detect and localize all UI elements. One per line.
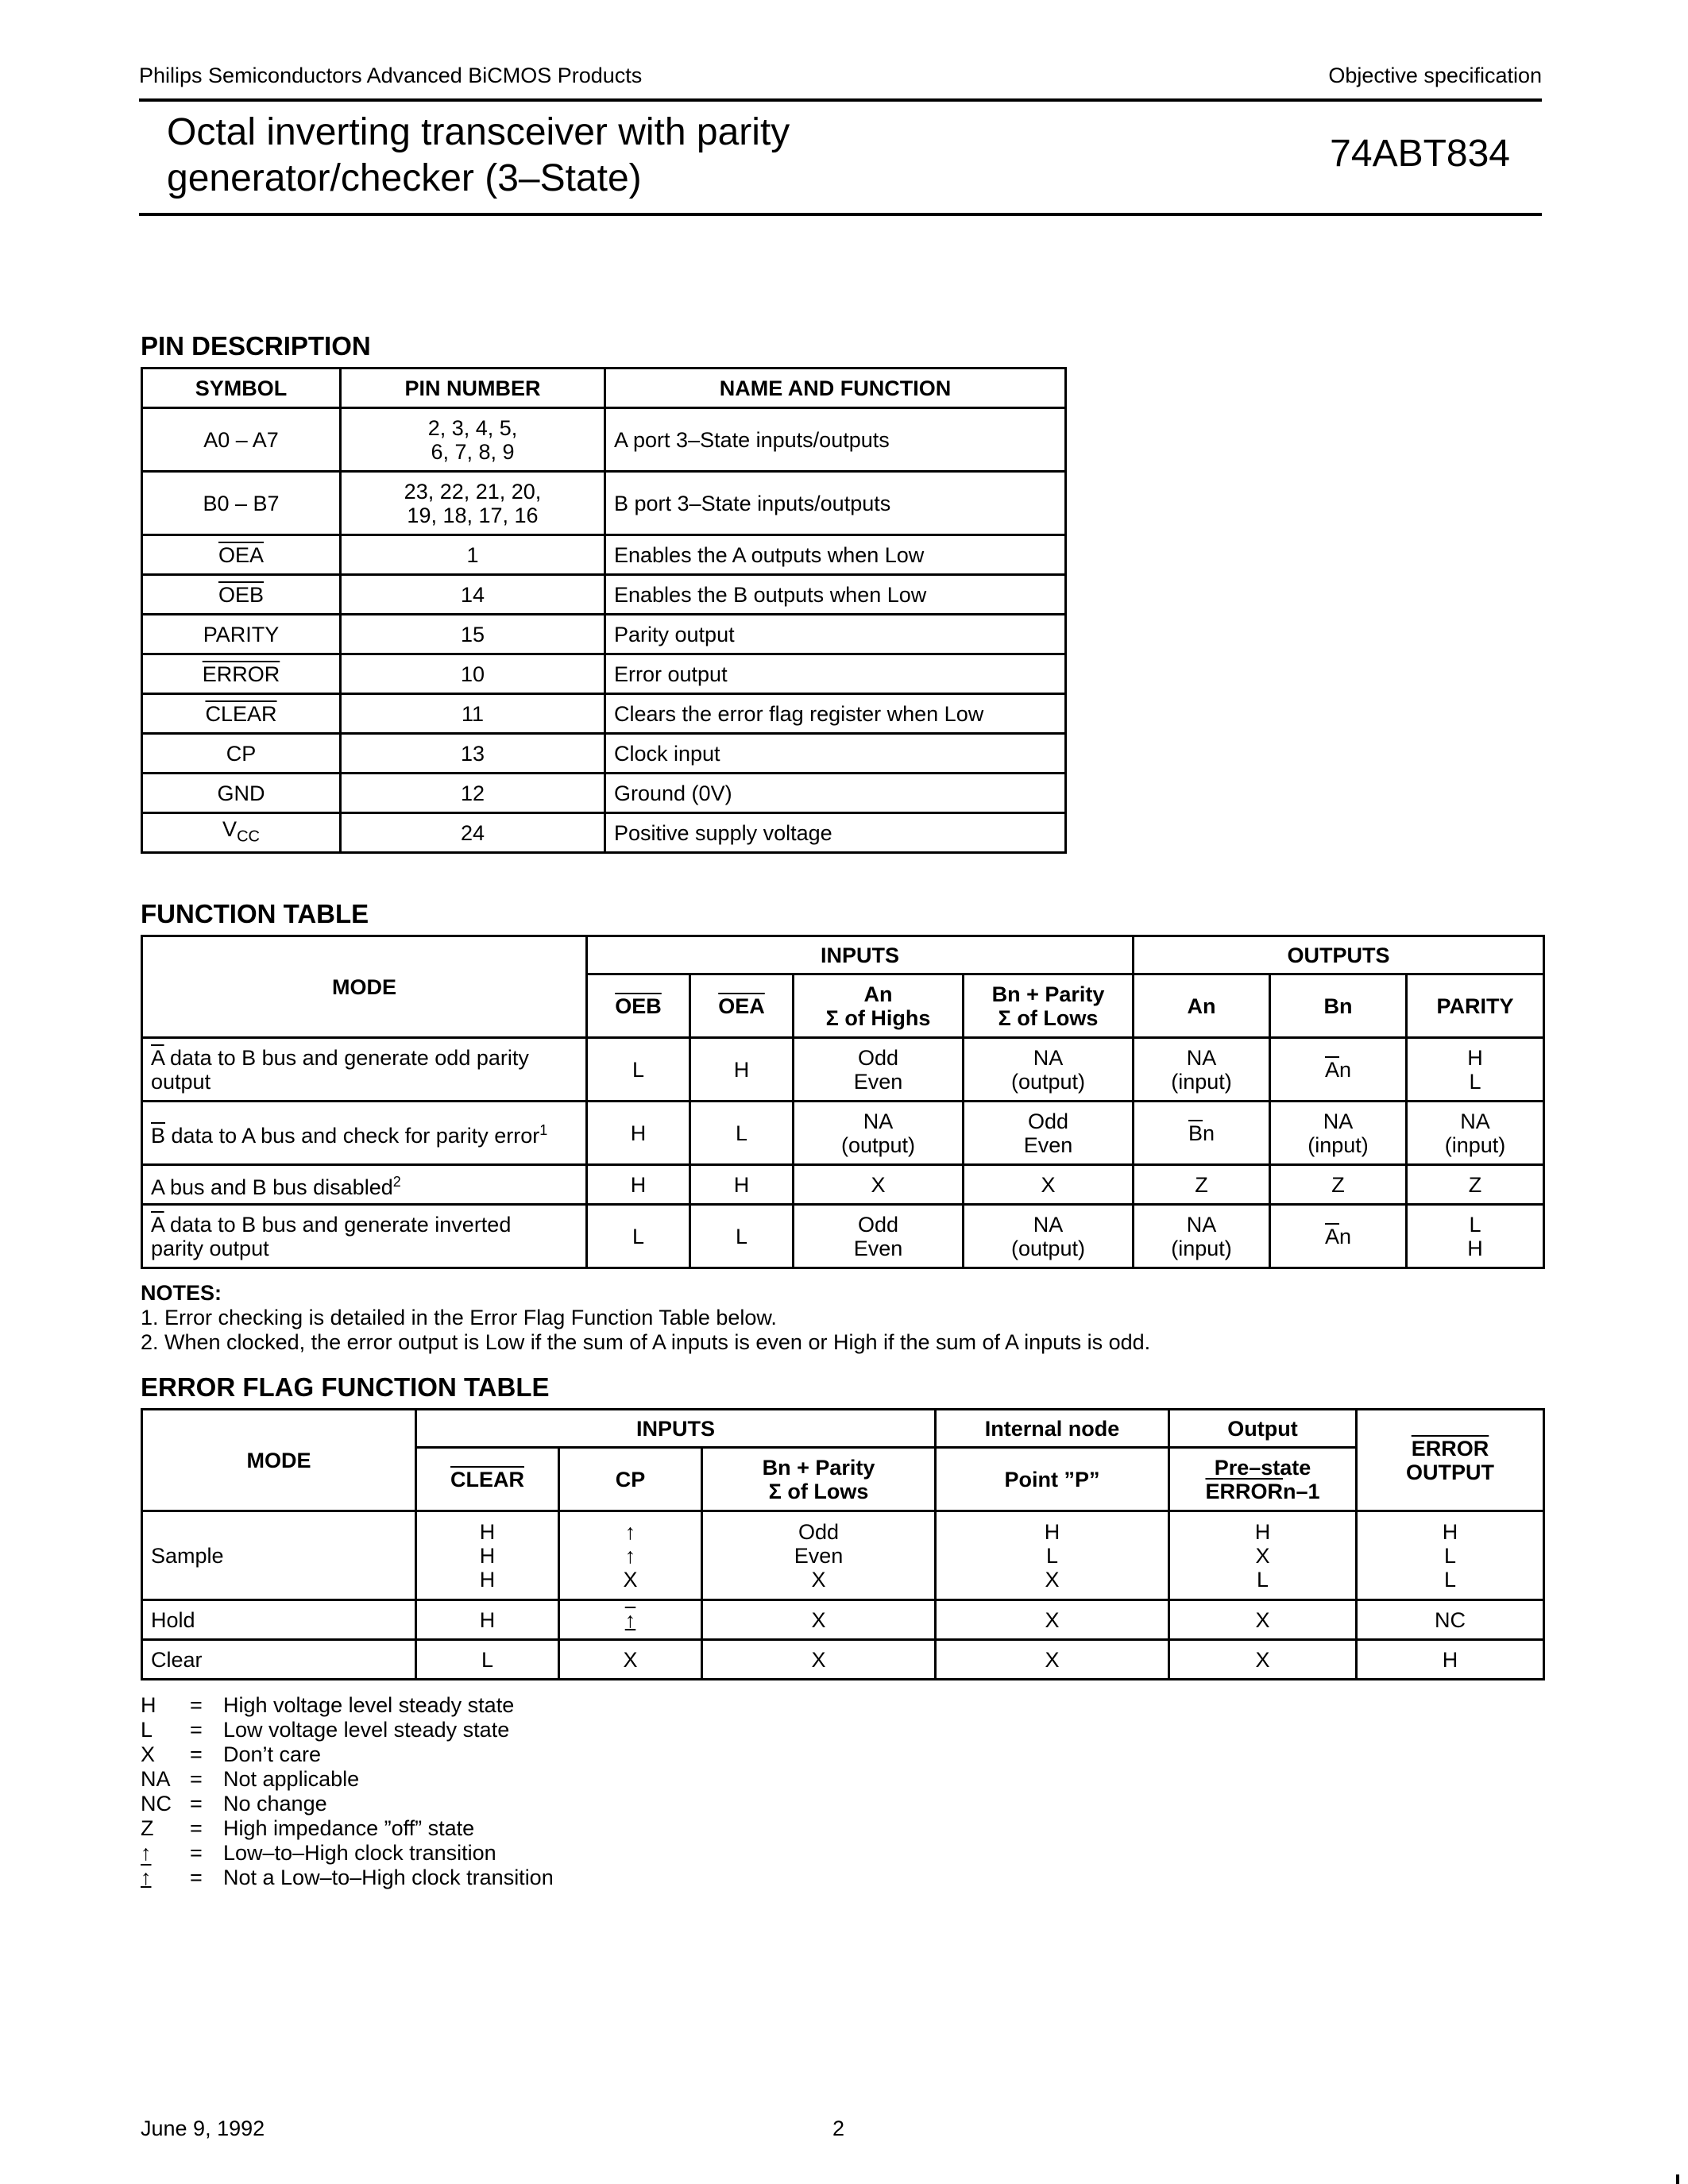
table-row: Sample H H H ↑ ↑ X Odd Even X H L X H X L H L L (142, 1511, 1544, 1600)
page-number: 2 (832, 2116, 845, 2140)
legend-item: NC = No change (141, 1792, 327, 1815)
col-bn-lows: Bn + Parity Σ of Lows (702, 1448, 936, 1511)
table-row: $V_{CC}$ 24 Positive supply voltage (142, 813, 1066, 853)
col-mode: MODE (142, 936, 587, 1038)
table-row: CP 13 Clock input (142, 734, 1066, 774)
col-out-bn: Bn (1270, 974, 1407, 1038)
note-item: 2. When clocked, the error output is Low if the sum of A inputs is even or High if the sum of A inputs is odd. (141, 1330, 1151, 1354)
rising-edge-icon: ↑ (624, 1543, 636, 1568)
not-rising-edge-icon: ↑ (141, 1866, 152, 1889)
col-bn-lows: Bn + Parity Σ of Lows (964, 974, 1134, 1038)
col-internal-node: Internal node (936, 1410, 1169, 1448)
part-number: 74ABT834 (1330, 133, 1510, 175)
table-row: A bus and B bus disabled$^2$ H H X X Z Z Z (142, 1165, 1544, 1205)
crop-mark (1676, 2174, 1679, 2184)
spec-type: Objective specification (1328, 64, 1542, 87)
table-row: $\overline{A}$ data to B bus and generate inverted parity output L L Odd Even NA (output) NA (input) $\overline{A}n$ L H (142, 1205, 1544, 1268)
col-cp: CP (559, 1448, 702, 1511)
function-table (141, 935, 1545, 1269)
col-inputs: INPUTS (416, 1410, 936, 1448)
col-inputs: INPUTS (587, 936, 1134, 974)
table-row: PARITY 15 Parity output (142, 615, 1066, 654)
error-flag-heading: ERROR FLAG FUNCTION TABLE (141, 1372, 550, 1402)
table-row: $\overline{OEA}$ 1 Enables the A outputs when Low (142, 535, 1066, 575)
col-clear: CLEAR (450, 1467, 524, 1491)
legend-item: ↑ = Low–to–High clock transition (141, 1841, 496, 1865)
table-row: B0 – B7 23, 22, 21, 20, 19, 18, 17, 16 B port 3–State inputs/outputs (142, 472, 1066, 535)
header-rule-bottom (139, 213, 1542, 216)
legend-item: ↑ = Not a Low–to–High clock transition (141, 1866, 554, 1889)
pin-description-table (141, 367, 1067, 854)
legend-item: L = Low voltage level steady state (141, 1718, 510, 1742)
document-title: Octal inverting transceiver with parity generator/checker (3–State) (167, 111, 790, 199)
table-row: $\overline{B}$ data to A bus and check for parity error$^1$ H L NA (output) Odd Even $\overline{B}n$ NA (input) NA (input) (142, 1102, 1544, 1165)
table-row: A0 – A7 2, 3, 4, 5, 6, 7, 8, 9 A port 3–State inputs/outputs (142, 408, 1066, 472)
col-point-p: Point ”P” (936, 1448, 1169, 1511)
table-row: Hold H ↑ X X X NC (142, 1600, 1544, 1640)
table-row: $\overline{A}$ data to B bus and generate odd parity output L H Odd Even NA (output) NA (input) $\overline{A}n$ H L (142, 1038, 1544, 1102)
pin-description-heading: PIN DESCRIPTION (141, 331, 371, 361)
col-prestate: Pre–state ERRORn–1 (1169, 1448, 1357, 1511)
col-an-highs: An Σ of Highs (794, 974, 964, 1038)
table-row: CLEAR 11 Clears the error flag register when Low (142, 694, 1066, 734)
col-pin-number: PIN NUMBER (341, 369, 605, 408)
legend (141, 1693, 554, 1890)
legend-item: Z = High impedance ”off” state (141, 1816, 475, 1840)
header-rule-top (139, 98, 1542, 102)
col-parity: PARITY (1407, 974, 1544, 1038)
col-mode: MODE (142, 1410, 416, 1511)
legend-item: NA = Not applicable (141, 1767, 360, 1791)
col-symbol: SYMBOL (142, 369, 341, 408)
col-name-function: NAME AND FUNCTION (605, 369, 1066, 408)
error-flag-table (141, 1408, 1545, 1680)
footer-date: June 9, 1992 (141, 2116, 265, 2140)
table-row: $\overline{OEB}$ 14 Enables the B outputs when Low (142, 575, 1066, 615)
legend-item: H = High voltage level steady state (141, 1693, 515, 1717)
col-oeb: $\overline{OEB}$ (615, 994, 662, 1018)
notes: NOTES: 1. Error checking is detailed in the Error Flag Function Table below. 2. When clocked, the error output is Low if the sum of A inputs is even or High if the sum of A inputs is odd. (141, 1281, 1151, 1354)
table-row: ERROR 10 Error output (142, 654, 1066, 694)
col-output: Output (1169, 1410, 1357, 1448)
rising-edge-icon: ↑ (141, 1841, 152, 1865)
function-table-heading: FUNCTION TABLE (141, 899, 369, 928)
table-row: GND 12 Ground (0V) (142, 774, 1066, 813)
col-oea: $\overline{OEA}$ (718, 994, 765, 1018)
company-name: Philips Semiconductors Advanced BiCMOS Products (139, 64, 643, 87)
rising-edge-icon: ↑ (624, 1519, 636, 1544)
col-out-an: An (1134, 974, 1270, 1038)
col-error-output: ERROR OUTPUT (1357, 1410, 1544, 1511)
note-item: 1. Error checking is detailed in the Error Flag Function Table below. (141, 1306, 777, 1329)
not-rising-edge-icon: ↑ (624, 1607, 636, 1632)
table-row: Clear L X X X X H (142, 1640, 1544, 1680)
legend-item: X = Don’t care (141, 1742, 322, 1766)
col-outputs: OUTPUTS (1134, 936, 1544, 974)
